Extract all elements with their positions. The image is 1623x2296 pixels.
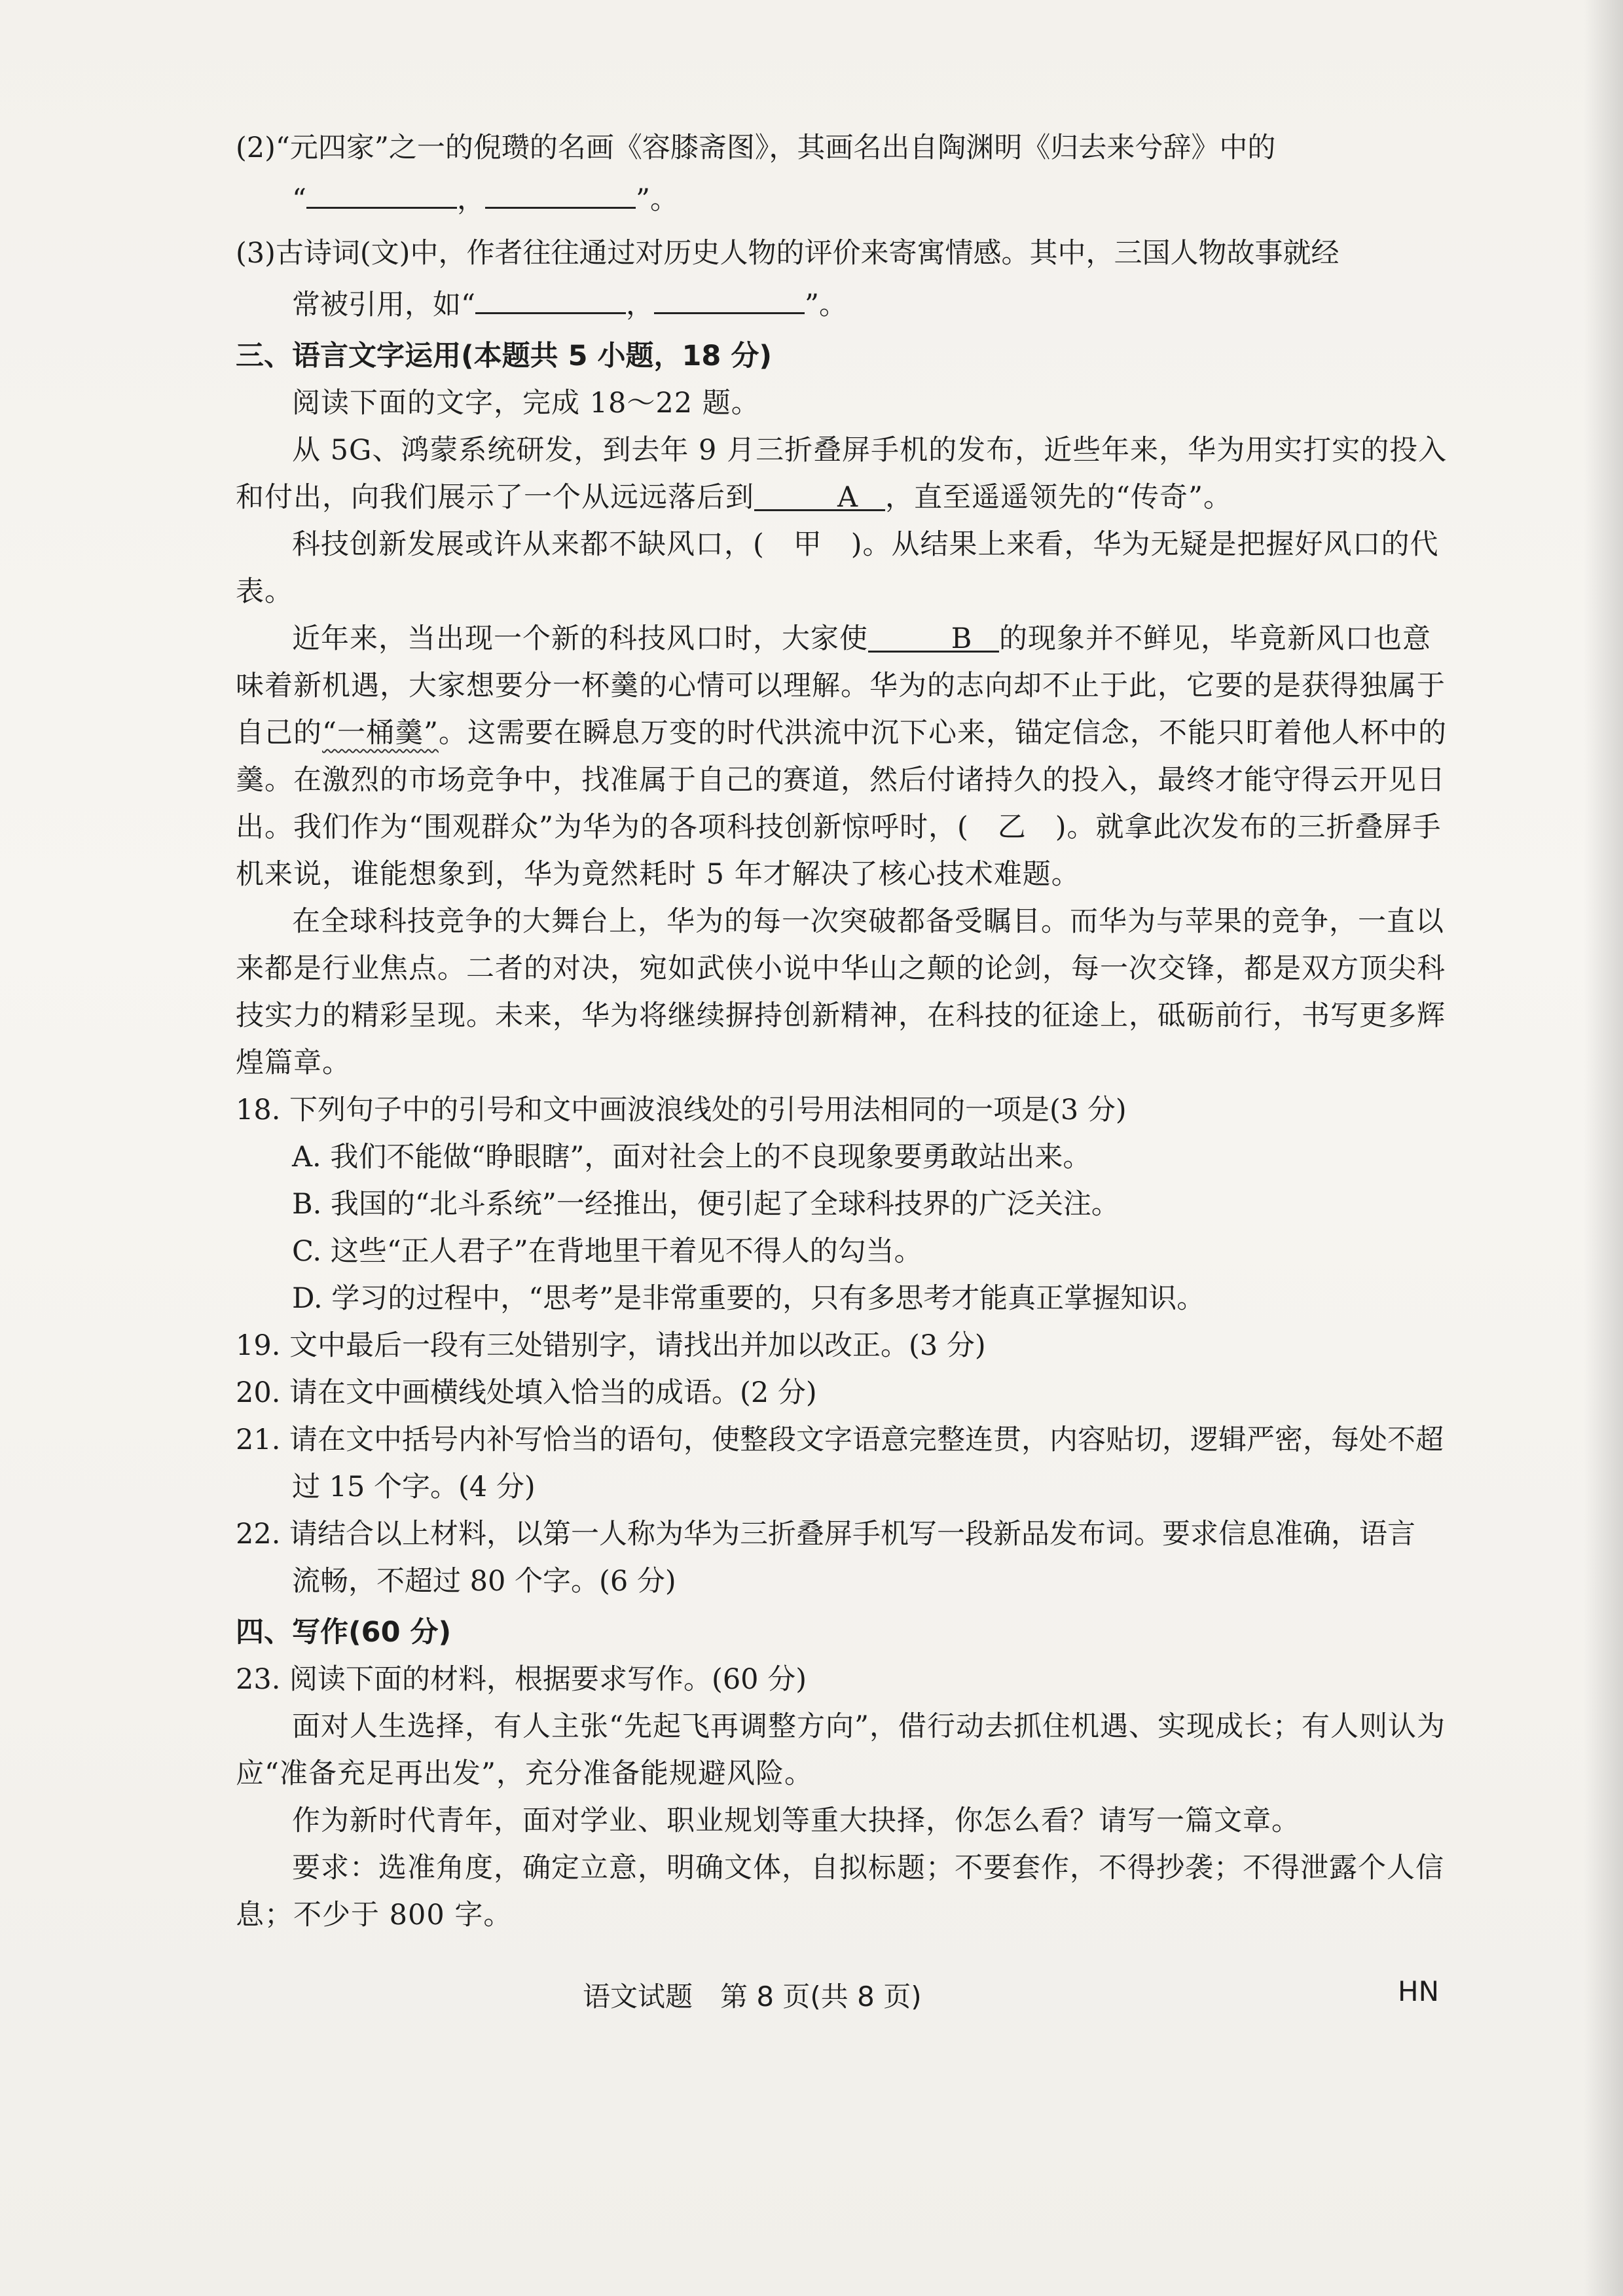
para3-text-a: 近年来，当出现一个新的科技风口时，大家使	[292, 622, 868, 655]
q2-open-quote: “	[292, 183, 306, 216]
footer-region-code: HN	[1398, 1975, 1439, 2007]
q3-line2	[236, 277, 1453, 329]
question-22-line2: 流畅，不超过 80 个字。(6 分)	[292, 1565, 676, 1598]
question-23: 23. 阅读下面的材料，根据要求写作。(60 分)	[236, 1663, 807, 1696]
passage-para1	[236, 427, 1453, 521]
question-18: 18. 下列句子中的引号和文中画波浪线处的引号用法相同的一项是(3 分)	[236, 1094, 1127, 1126]
scan-edge-shadow	[1584, 0, 1623, 2296]
writing-material: 面对人生选择，有人主张“先起飞再调整方向”，借行动去抓住机遇、实现成长；有人则认为应“准备充足再出发”，充分准备能规避风险。	[236, 1710, 1446, 1790]
q18-option-b: B. 我国的“北斗系统”一经推出，便引起了全球科技界的广泛关注。	[292, 1188, 1120, 1221]
writing-requirements: 要求：选准角度，确定立意，明确文体，自拟标题；不要套作，不得抄袭；不得泄露个人信息；不少于 800 字。	[236, 1852, 1444, 1931]
q3-open-text: 常被引用，如“	[292, 289, 475, 321]
q2-blank-1[interactable]	[306, 171, 457, 209]
question-22-line1: 22. 请结合以上材料，以第一人称为华为三折叠屏手机写一段新品发布词。要求信息准确，语言	[236, 1518, 1416, 1551]
q18-option-a: A. 我们不能做“睁眼瞎”，面对社会上的不良现象要勇敢站出来。	[292, 1141, 1091, 1174]
para1-text-b: ，直至遥遥领先的“传奇”。	[885, 481, 1232, 514]
q2-blank-2[interactable]	[485, 171, 636, 209]
q2-line1: (2)“元四家”之一的倪瓒的名画《容膝斋图》，其画名出自陶渊明《归去来兮辞》中的	[236, 132, 1276, 164]
blank-b[interactable]: B	[868, 615, 999, 653]
q2-close-quote: ”。	[635, 183, 678, 216]
q3-line1: (3)古诗词(文)中，作者往往通过对历史人物的评价来寄寓情感。其中，三国人物故事就经	[236, 237, 1340, 270]
q3-separator: ，	[625, 289, 654, 321]
q3-blank-2[interactable]	[654, 277, 805, 314]
wavy-underlined-quote: “一桶羹”	[322, 717, 439, 749]
para3-text-b: 的现象并不鲜见，毕竟新风口也意味着新机遇，大家想要分一杯羹的心情可以理解。华为的志向却不止于此，它要的是获得独属于自己的	[236, 622, 1446, 749]
q18-option-d: D. 学习的过程中，“思考”是非常重要的，只有多思考才能真正掌握知识。	[292, 1282, 1205, 1315]
question-20: 20. 请在文中画横线处填入恰当的成语。(2 分)	[236, 1376, 817, 1409]
blank-a[interactable]: A	[754, 474, 885, 511]
passage-para2: 科技创新发展或许从来都不缺风口，( 甲 )。从结果上来看，华为无疑是把握好风口的代表。	[236, 528, 1439, 608]
question-21-line1: 21. 请在文中括号内补写恰当的语句，使整段文字语意完整连贯，内容贴切，逻辑严密，每处不超	[236, 1424, 1444, 1456]
writing-prompt: 作为新时代青年，面对学业、职业规划等重大抉择，你怎么看？请写一篇文章。	[292, 1804, 1300, 1837]
q18-option-c: C. 这些“正人君子”在背地里干着见不得人的勾当。	[292, 1235, 922, 1268]
section4-title: 四、写作(60 分)	[236, 1616, 452, 1649]
para3-text-c: 。这需要在瞬息万变的时代洪流中沉下心来，锚定信念，不能只盯着他人杯中的羹。在激烈的市场竞争中，找准属于自己的赛道，然后付诸持久的投入，最终才能守得云开见日出。我们作为“围观群众”为华为的各项科技创新惊呼时，( 乙 )。就拿此次发布的三折叠屏手机来说，谁能想象到，华为竟然耗时 5 年才解决了核心技术难题。	[236, 717, 1447, 891]
q3-close-quote: ”。	[804, 289, 847, 321]
q2-line2	[236, 171, 1453, 223]
passage-para3	[236, 615, 1453, 898]
section3-instruction: 阅读下面的文字，完成 18～22 题。	[292, 387, 760, 420]
question-19: 19. 文中最后一段有三处错别字，请找出并加以改正。(3 分)	[236, 1329, 986, 1362]
section3-title: 三、语言文字运用(本题共 5 小题，18 分)	[236, 340, 772, 372]
footer-page-info: 语文试题 第 8 页(共 8 页)	[583, 1981, 922, 2013]
page-content	[236, 124, 1453, 1939]
q3-blank-1[interactable]	[475, 277, 626, 314]
question-21-line2: 过 15 个字。(4 分)	[292, 1471, 536, 1503]
q2-separator: ，	[456, 183, 485, 216]
para1-text-a: 从 5G、鸿蒙系统研发，到去年 9 月三折叠屏手机的发布，近些年来，华为用实打实的投入和付出，向我们展示了一个从远远落后到	[236, 434, 1448, 514]
passage-para4: 在全球科技竞争的大舞台上，华为的每一次突破都备受瞩目。而华为与苹果的竞争，一直以来都是行业焦点。二者的对决，宛如武侠小说中华山之颠的论剑，每一次交锋，都是双方顶尖科技实力的精彩呈现。未来，华为将继续摒持创新精神，在科技的征途上，砥砺前行，书写更多辉煌篇章。	[236, 905, 1446, 1079]
